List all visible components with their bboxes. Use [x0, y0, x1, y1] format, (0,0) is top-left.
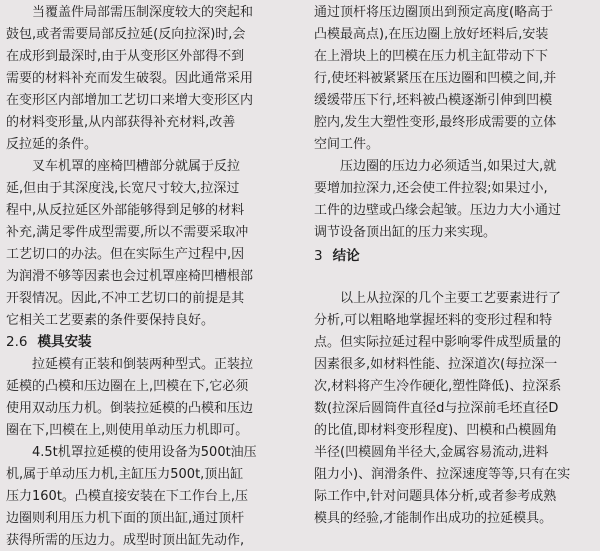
text-line: 调节设备顶出缸的压力来实现。 [314, 225, 497, 240]
text-line: 次,材料将产生冷作硬化,塑性降低)、拉深系 [314, 379, 562, 394]
text-line: 工艺切口的办法。但在实际生产过程中,因 [6, 247, 245, 262]
text-line: 腔内,发生大塑性变形,最终形成需要的立体 [314, 115, 557, 130]
text-line: 圈在下,凹模在上,则使用单动压力机即可。 [6, 423, 249, 438]
section-heading-3 [314, 246, 360, 267]
text-line: 在上滑块上的凹模在压力机主缸带动下下 [314, 49, 549, 64]
text-line: 压力160t。凸模直接安装在下工作台上,压 [6, 489, 249, 504]
text-line: 延,但由于其深度浅,长宽尺寸较大,拉深过 [6, 181, 240, 196]
text-line: 行,使坯料被紧紧压在压边圈和凹模之间,并 [314, 71, 557, 86]
text-line: 鼓包,或者需要局部反拉延(反向拉深)时,会 [6, 27, 246, 42]
text-line: 为润滑不够等因素也会过机罩座椅凹槽根部 [6, 269, 254, 284]
section-title: 结论 [332, 248, 360, 264]
text-line: 际工作中,针对问题具体分析,或者参考成熟 [314, 489, 557, 504]
text-line: 模具的经验,才能制作出成功的拉延模具。 [314, 511, 553, 526]
text-line: 通过顶杆将压边圈顶出到预定高度(略高于 [314, 5, 554, 20]
text-line: 使用双动压力机。倒装拉延模的凸模和压边 [6, 401, 254, 416]
text-line: 的比值,即材料变形程度)、凹模和凸模圆角 [314, 423, 558, 438]
text-line: 开裂情况。因此,不冲工艺切口的前提是其 [6, 291, 245, 306]
section-number: 3 [314, 248, 323, 264]
text-line: 边圈则利用压力机下面的顶出缸,通过顶杆 [6, 511, 245, 526]
text-line: 工件的边壁或凸缘会起皱。压边力大小通过 [314, 203, 562, 218]
text-line: 叉车机罩的座椅凹槽部分就属于反拉 [32, 159, 241, 174]
text-line: 当覆盖件局部需压制深度较大的突起和 [32, 5, 254, 20]
text-line: 空间工件。 [314, 137, 380, 152]
text-line: 延模的凸模和压边圈在上,凹模在下,它必须 [6, 379, 249, 394]
text-line: 需要的材料补充而发生破裂。因此通常采用 [6, 71, 254, 86]
section-title: 模具安装 [37, 334, 92, 350]
text-line: 以上从拉深的几个主要工艺要素进行了 [340, 291, 562, 306]
text-line: 在成形到最深时,由于从变形区外部得不到 [6, 49, 245, 64]
text-line: 要增加拉深力,还会使工件拉裂;如果过小, [314, 181, 548, 196]
text-line: 压边圈的压边力必须适当,如果过大,就 [340, 159, 557, 174]
text-line: 反拉延的条件。 [6, 137, 98, 152]
text-line: 在变形区内部增加工艺切口来增大变形区内 [6, 93, 254, 108]
text-line: 它相关工艺要素的条件要保持良好。 [6, 313, 215, 328]
section-number: 2.6 [6, 334, 28, 350]
text-line: 分析,可以粗略地掌握坯料的变形过程和特 [314, 313, 553, 328]
text-line: 程中,从反拉延区外部能够得到足够的材料 [6, 203, 245, 218]
text-line: 获得所需的压边力。成型时顶出缸先动作, [6, 533, 245, 548]
text-line: 机,属于单动压力机,主缸压力500t,顶出缸 [6, 467, 244, 482]
text-line: 缓缓带压下行,坯料被凸模逐渐引伸到凹模 [314, 93, 553, 108]
text-line: 的材料变形量,从内部获得补充材料,改善 [6, 115, 236, 130]
text-line: 4.5t机罩拉延模的使用设备为500t油压 [32, 445, 257, 460]
text-line: 补充,满足零件成型需要,所以不需要采取冲 [6, 225, 249, 240]
text-line: 因素很多,如材料性能、拉深道次(每拉深一 [314, 357, 558, 372]
text-line: 阻力小)、润滑条件、拉深速度等等,只有在实 [314, 467, 571, 482]
text-line: 半径(凹模圆角半径大,金属容易流动,进料 [314, 445, 549, 460]
text-line: 凸模最高点),在压边圈上放好坯料后,安装 [314, 27, 549, 42]
text-line: 点。但实际拉延过程中影响零件成型质量的 [314, 335, 562, 350]
section-heading-2-6 [6, 332, 91, 353]
text-line: 数(拉深后圆筒件直径d与拉深前毛坯直径D [314, 401, 559, 416]
text-line: 拉延模有正装和倒装两种型式。正装拉 [32, 357, 254, 372]
